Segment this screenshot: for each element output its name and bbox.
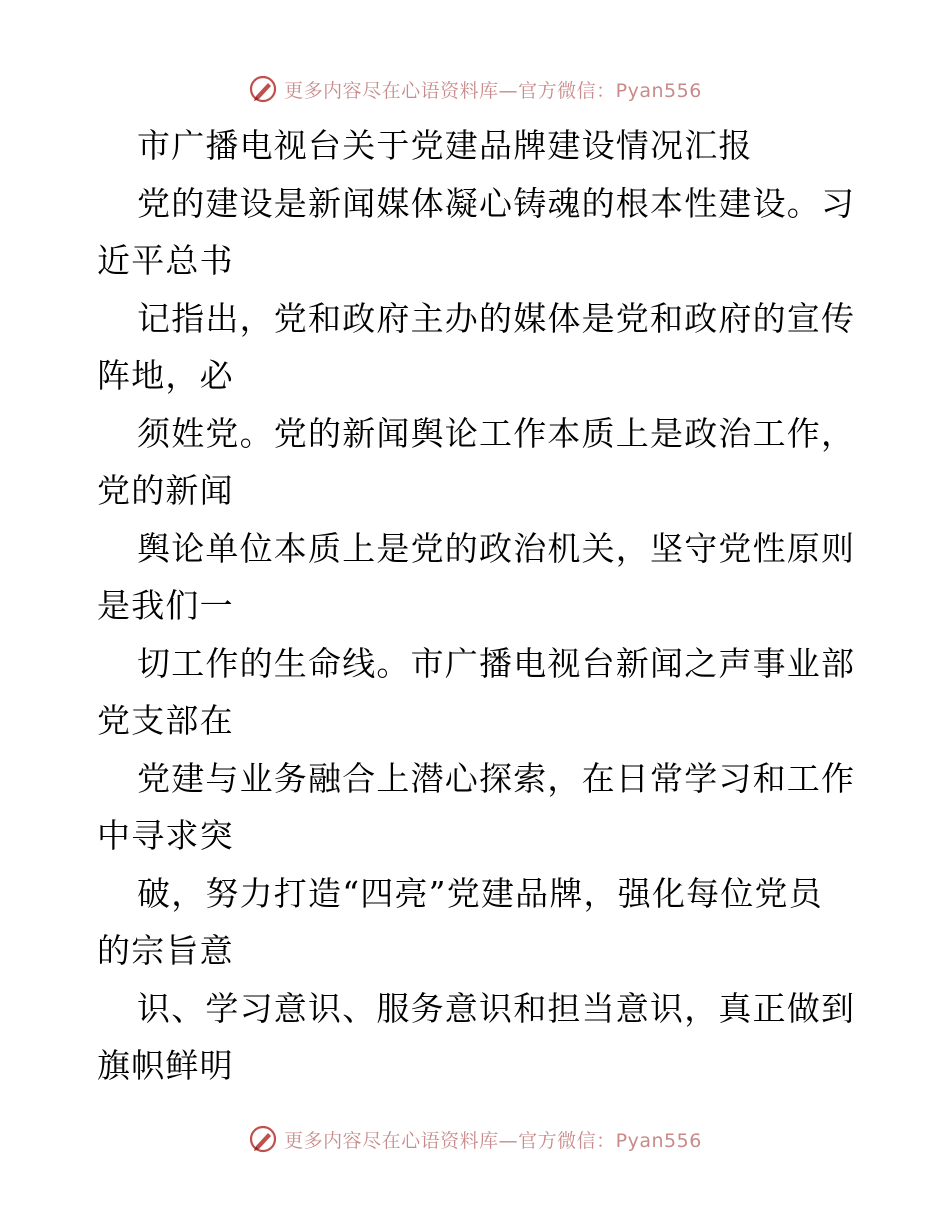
paragraph-line: 的宗旨意 <box>97 931 234 970</box>
paragraph-line: 中寻求突 <box>97 816 234 855</box>
pen-logo-icon <box>248 1124 278 1154</box>
paragraph-line: 旗帜鲜明 <box>97 1046 234 1085</box>
paragraph-line: 是我们一 <box>97 586 234 625</box>
paragraph-line: 阵地，必 <box>97 356 234 395</box>
document-body <box>97 117 857 1095</box>
paragraph-line: 记指出，党和政府主办的媒体是党和政府的宣传 <box>137 298 856 338</box>
paragraph-line: 须姓党。党的新闻舆论工作本质上是政治工作， <box>137 413 856 453</box>
paragraph-line: 党支部在 <box>97 701 234 740</box>
pen-logo-icon <box>248 74 278 104</box>
paragraph-line: 破，努力打造“四亮”党建品牌，强化每位党员 <box>137 873 823 913</box>
paragraph-line: 近平总书 <box>97 241 234 280</box>
header-watermark <box>0 72 950 106</box>
watermark-text: 更多内容尽在心语资料库—官方微信：Pyan556 <box>284 1129 702 1152</box>
paragraph-line: 党建与业务融合上潜心探索，在日常学习和工作 <box>137 758 856 798</box>
paragraph-line: 党的建设是新闻媒体凝心铸魂的根本性建设。习 <box>137 183 856 223</box>
footer-watermark <box>0 1122 950 1156</box>
watermark-text: 更多内容尽在心语资料库—官方微信：Pyan556 <box>284 79 702 102</box>
paragraph-line: 党的新闻 <box>97 471 234 510</box>
document-title: 市广播电视台关于党建品牌建设情况汇报 <box>137 126 753 165</box>
paragraph-line: 舆论单位本质上是党的政治机关，坚守党性原则 <box>137 528 856 568</box>
paragraph-line: 识、学习意识、服务意识和担当意识，真正做到 <box>137 988 856 1028</box>
paragraph-line: 切工作的生命线。市广播电视台新闻之声事业部 <box>137 643 856 683</box>
